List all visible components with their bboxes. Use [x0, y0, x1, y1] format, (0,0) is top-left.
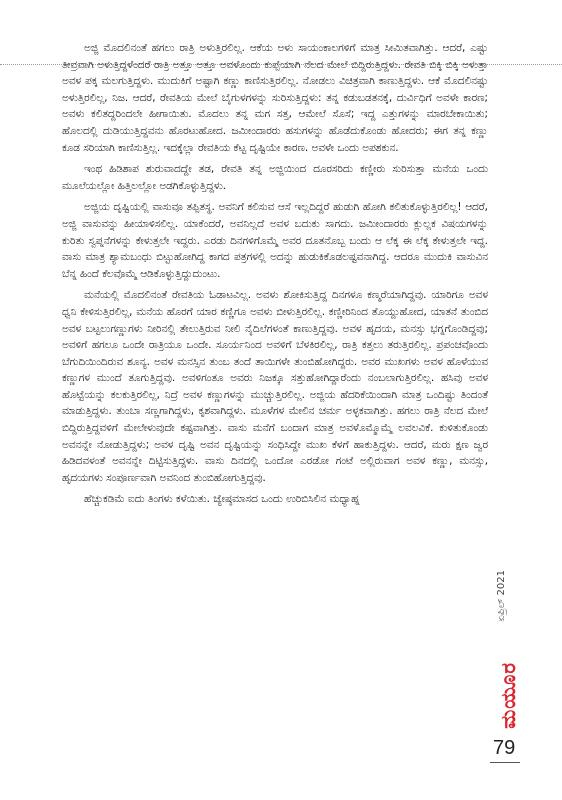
paragraph-3: ಅಜ್ಜಿಯ ದೃಷ್ಟಿಯಲ್ಲಿ ವಾಸುವೂ ತಪ್ಪಿತಸ್ಥ. ಅವನಿಗೆ ಕಲಿಸುವ ಆಸೆ ಇಲ್ಲದಿದ್ದರೆ ಹುಡುಗಿ ಹೋಗಿ ಕಲಿತುಕೊಳ್ಳುತ್ತಿರಲಿಲ್ಲ! ಆದರೆ, ಅಜ್ಜಿ ವಾಸುವನ್ನು ಹೀಯಾಳಿಸಲಿಲ್ಲ. ಯಾಕೆಂದರೆ, ಅವನಿಲ್ಲದೆ ಅವಳ ಬದುಕು ಸಾಗದು. ಜಮೀಂದಾರರು ಕ್ಲುಲ್ಲಕ ವಿಷಯಗಳನ್ನು ಕುರಿತು ಸ್ವಪ್ನನೆಗಳನ್ನು ಕೇಳುತ್ತಲೇ ಇದ್ದರು. ಎರಡು ದಿನಗಳಿಗೊಮ್ಮೆ ಅವರ ದೂತನೊಬ್ಬ ಬಂದು ಆ ಲೆಕ್ಕ ಈ ಲೆಕ್ಕ ಕೇಳುತ್ತಲೇ ಇದ್ದ. ವಾಸು ಮಾತ್ರ ಶ್ಯಾಮಬಂಧು ಬಿಟ್ಟುಹೋಗಿದ್ದ ಕಾಗದ ಪತ್ರಗಳಲ್ಲಿ ಅದನ್ನು ಹುಡುಕಿಕೊಡಲಷ್ಟವನಾಗಿದ್ದ. ಆದರೂ ಮುದುಕಿ ವಾಸುವಿನ ಬೆನ್ನ ಹಿಂದೆ ಕೆಲವೊಮ್ಮೆ ಆಡಿಕೊಳ್ಳುತ್ತಿದ್ದುದುಂಟು.: [62, 201, 488, 280]
page-number-rule: [490, 762, 520, 763]
paragraph-2: ಇಂಥ ಹಿಡಿಶಾಪ ಶುರುವಾದದ್ದೇ ತಡ, ರೇವತಿ ತನ್ನ ಅಜ್ಜಿಯಿಂದ ದೂರಸರಿದು ಕಣ್ಣೀರು ಸುರಿಸುತ್ತಾ ಮನೆಯ ಒಂದು ಮೂಲೆಯಲ್ಲೋ ಹಿತ್ತಿಲಲ್ಲೋ ಅಡಗಿಕೊಳ್ಳುತ್ತಿದ್ದಳು.: [62, 163, 488, 192]
magazine-name: ಮಯೂರ: [496, 662, 520, 729]
paragraph-1: ಅಜ್ಜಿ ಮೊದಲಿನಂತೆ ಹಗಲು ರಾತ್ರಿ ಅಳುತ್ತಿರಲಿಲ್ಲ. ಆಕೆಯ ಅಳು ಸಾಯಂಕಾಲಗಳಿಗೆ ಮಾತ್ರ ಸೀಮಿತವಾಗಿತ್ತು. ಆದರೆ, ಎಷ್ಟು ತೀವ್ರವಾಗಿ ಅಳುತ್ತಿದ್ದಳೆಂದರೆ ರಾತ್ರಿ ಅತ್ತೂ ಅತ್ತೂ ಅವಳೊಂದು ಕುಪ್ಪೆಯಾಗಿ ನೆಲದ ಮೇಲೆ ಬಿದ್ದಿರುತ್ತಿದ್ದಳು. ರೇವತಿ ಬಿಕ್ಕಿ ಬಿಕ್ಕಿ ಅಳುತ್ತಾ ಅವಳ ಪಕ್ಕ ಮಲಗುತ್ತಿದ್ದಳು. ಮುದುಕಿಗೆ ಅಷ್ಟಾಗಿ ಕಣ್ಣು ಕಾಣಿಸುತ್ತಿರಲಿಲ್ಲ. ನೋಡಲು ವಿಚಿತ್ರವಾಗಿ ಕಾಣುತ್ತಿದ್ದಳು. ಆಕೆ ಮೊದಲಿನಷ್ಟು ಅಳುತ್ತಿರಲಿಲ್ಲ, ನಿಜ. ಆದರೆ, ರೇವತಿಯ ಮೇಲೆ ಬೈಗುಳಗಳನ್ನು ಸುರಿಸುತ್ತಿದ್ದಳು: ತನ್ನ ಕಡುಬಡತನಕ್ಕೆ, ದುರ್ವಿಧಿಗೆ ಅವಳೇ ಕಾರಣ; ಅವಳು ಕಲಿತದ್ದರಿಂದಲೇ ಹೀಗಾಯಿತು. ಮೊದಲು ತನ್ನ ಮಗ ಸತ್ತ, ಆಮೇಲೆ ಸೊಸೆ; ಇದ್ದ ಎತ್ತುಗಳನ್ನು ಮಾರಬೇಕಾಯಿತು; ಹೊಲದಲ್ಲಿ ದುಡಿಯುತ್ತಿದ್ದವನು ಹೊರಟುಹೋದ. ಜಮೀಂದಾರರು ಹಸುಗಳನ್ನು ಹೊಡೆದುಕೊಂಡು ಹೋದರು; ಈಗ ತನ್ನ ಕಣ್ಣು ಕೂಡ ಸರಿಯಾಗಿ ಕಾಣಿಸುತ್ತಿಲ್ಲ. ಇದಕ್ಕೆಲ್ಲಾ ರೇವತಿಯ ಕೆಟ್ಟ ದೃಷ್ಟಿಯೇ ಕಾರಣ. ಅವಳೇ ಒಂದು ಅಪಶಕುನ.: [62, 42, 488, 154]
magazine-side-label: [494, 570, 522, 740]
article-body: [62, 40, 488, 513]
page-number: 79: [493, 737, 516, 759]
paragraph-5: ಹೆಚ್ಚುಕಡಿಮೆ ಐದು ತಿಂಗಳು ಕಳೆಯಿತು. ಜ್ಯೇಷ್ಠಮಾಸದ ಒಂದು ಉರಿಬಿಸಿಲಿನ ಮಧ್ಯಾಹ್ನ: [84, 493, 360, 506]
paragraph-4: ಮನೆಯಲ್ಲಿ ಮೊದಲಿನಂತೆ ರೇವತಿಯ ಓಡಾಟವಿಲ್ಲ. ಅವಳು ಶೋಕಿಸುತ್ತಿದ್ದ ದಿನಗಳೂ ಕಣ್ಮರೆಯಾಗಿದ್ದವು. ಯಾರಿಗೂ ಅವಳ ಧ್ವನಿ ಕೇಳಿಸುತ್ತಿರಲಿಲ್ಲ, ಮನೆಯ ಹೊರಗೆ ಯಾರ ಕಣ್ಣಿಗೂ ಅವಳು ಬೀಳುತ್ತಿರಲಿಲ್ಲ. ಕಣ್ಣೀರಿನಿಂದ ತೊಯ್ದುಹೋದ, ಯಾತನೆ ತುಂಬಿದ ಅವಳ ಬಟ್ಟಲುಗಣ್ಣುಗಳು ನೀರಿನಲ್ಲಿ ತೇಲುತ್ತಿರುವ ನೀಲಿ ನೈದಿಲೆಗಳಂತೆ ಕಾಣುತ್ತಿದ್ದವು. ಅವಳ ಹೃದಯ, ಮನಸ್ಸು ಭಗ್ನಗೊಂಡಿದ್ದವು; ಅವಳಿಗೆ ಹಗಲೂ ಒಂದೇ ರಾತ್ರಿಯೂ ಒಂದೇ. ಸೂರ್ಯನಿಂದ ಅವಳಿಗೆ ಬೆಳಕಿರಲಿಲ್ಲ, ರಾತ್ರಿ ಕತ್ತಲು ತರುತ್ತಿರಲಿಲ್ಲ. ಪ್ರಪಂಚವೊಂದು ಬೆಗುದಿಯಿಂದಿರುವ ಶೂನ್ಯ. ಅವಳ ಮನಸ್ಸಿನ ತುಂಬ ತಂದೆ ತಾಯಿಗಳೇ ತುಂಬಿಹೋಗಿದ್ದರು. ಅವರ ಮುಖಗಳು ಅವಳ ಹೊಳೆಯುವ ಕಣ್ಣುಗಳ ಮುಂದೆ ತೂಗುತ್ತಿದ್ದವು. ಅವಳಿಗಂತೂ ಅವರು ನಿಜಕ್ಕೂ ಸತ್ತುಹೋಗಿದ್ದಾರೆಂದು ನಂಬಲಾಗುತ್ತಿರಲಿಲ್ಲ. ಹಸಿವು ಅವಳ ಹೊಟ್ಟೆಯನ್ನು ಕಲಕುತ್ತಿರಲಿಲ್ಲ, ನಿದ್ರೆ ಅವಳ ಕಣ್ಣುಗಳನ್ನು ಮುಚ್ಚುತ್ತಿರಲಿಲ್ಲ. ಅಜ್ಜಿಯ ಹೆದರಿಕೆಯಿಂದಾಗಿ ಮಾತ್ರ ಒಂದಿಷ್ಟು ತಿಂದಂತೆ ಮಾಡುತ್ತಿದ್ದಳು. ತುಂಬಾ ಸಣ್ಣಗಾಗಿದ್ದಳು, ಕೃಶವಾಗಿದ್ದಳು. ಮೂಳೆಗಳ ಮೇಲಿನ ಚರ್ಮ ಅಳ್ಳಕವಾಗಿತ್ತು. ಹಗಲು ರಾತ್ರಿ ನೆಲದ ಮೇಲೆ ಬಿದ್ದಿರುತ್ತಿದ್ದವಳಿಗೆ ಮೇಲೇಳುವುದೇ ಕಷ್ಟವಾಗಿತ್ತು. ವಾಸು ಮನೆಗೆ ಬಂದಾಗ ಮಾತ್ರ ಅವಳೊಮ್ಮೊಮ್ಮೆ ಲವಲವಿಕೆ. ಕುಳಿತುಕೊಂಡು ಅವನನ್ನೇ ನೋಡುತ್ತಿದ್ದಳು; ಅವಳ ದೃಷ್ಟಿ ಅವನ ದೃಷ್ಟಿಯನ್ನು ಸಂಧಿಸಿದ್ದೇ ಮುಖ ಕೆಳಗೆ ಹಾಕುತ್ತಿದ್ದಳು. ಆದರೆ, ಮರು ಕ್ಷಣ ಜ್ವರ ಹಿಡಿದವಳಂತೆ ಅವನನ್ನೇ ದಿಟ್ಟಿಸುತ್ತಿದ್ದಳು. ವಾಸು ದಿನದಲ್ಲಿ ಒಂದೋ ಎರಡೋ ಗಂಟೆ ಅಲ್ಲಿರುವಾಗ ಅವಳ ಕಣ್ಣು, ಮನಸ್ಸು, ಹೃದಯಗಳು ಸಂಪೂರ್ಣವಾಗಿ ಅವನಿಂದ ತುಂಬಿಹೋಗುತ್ತಿದ್ದವು.: [62, 289, 488, 484]
issue-date: ಏಪ್ರಿಲ್ 2021: [496, 570, 507, 622]
